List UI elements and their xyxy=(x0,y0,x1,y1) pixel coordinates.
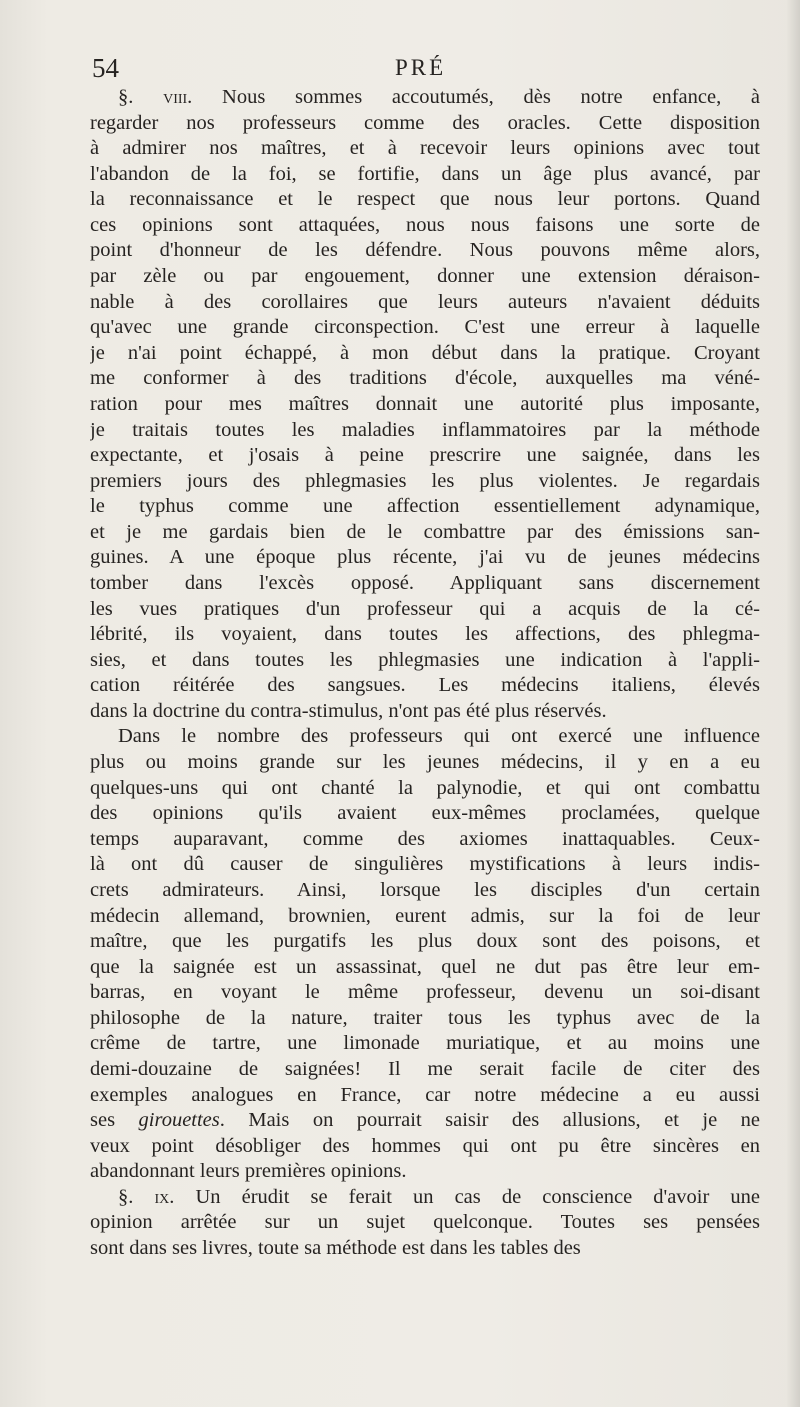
text-line: lébrité, ils voyaient, dans toutes les affections, des phlegma- xyxy=(90,623,760,646)
text-line: temps auparavant, comme des axiomes inattaquables. Ceux- xyxy=(90,827,760,850)
text-line: cation réitérée des sangsues. Les médecins italiens, élevés xyxy=(90,674,760,697)
text-line: sont dans ses livres, toute sa méthode est dans les tables des xyxy=(90,1237,581,1260)
text-line: je traitais toutes les maladies inflammatoires par la méthode xyxy=(90,418,760,441)
text-line: expectante, et j'osais à peine prescrire une saignée, dans les xyxy=(90,444,760,467)
text-line: les vues pratiques d'un professeur qui a acquis de la cé- xyxy=(90,597,760,620)
italic-word: girouettes xyxy=(138,1109,220,1132)
text-line: §. viii. Nous sommes accoutumés, dès notre enfance, à xyxy=(118,86,760,108)
text-line: abandonnant leurs premières opinions. xyxy=(90,1160,407,1183)
text-line: crets admirateurs. Ainsi, lorsque les disciples d'un certain xyxy=(90,878,760,901)
text-line: et je me gardais bien de le combattre par des émissions san- xyxy=(90,520,760,543)
section-number: viii. xyxy=(163,86,193,108)
text-line: le typhus comme une affection essentiellement adynamique, xyxy=(90,495,760,518)
text-line: crême de tartre, une limonade muriatique, et au moins une xyxy=(90,1032,760,1055)
text-line: à admirer nos maîtres, et à recevoir leurs opinions avec tout xyxy=(90,137,760,160)
text-line: §. ix. Un érudit se ferait un cas de conscience d'avoir une xyxy=(118,1185,760,1208)
text-line: médecin allemand, brownien, eurent admis, sur la foi de leur xyxy=(90,904,760,927)
text-line: me conformer à des traditions d'école, auxquelles ma véné- xyxy=(90,367,760,390)
text-line: tomber dans l'excès opposé. Appliquant sans discernement xyxy=(90,571,760,594)
text-line: qu'avec une grande circonspection. C'est une erreur à laquelle xyxy=(90,316,760,339)
text-line: maître, que les purgatifs les plus doux sont des poisons, et xyxy=(90,930,760,953)
text-line: nable à des corollaires que leurs auteurs n'avaient déduits xyxy=(90,290,760,313)
text-line: des opinions qu'ils avaient eux-mêmes proclamées, quelque xyxy=(90,802,760,825)
text-line: barras, en voyant le même professeur, devenu un soi-disant xyxy=(90,981,760,1004)
text-line: l'abandon de la foi, se fortifie, dans un âge plus avancé, par xyxy=(90,162,760,185)
text-line: point d'honneur de les défendre. Nous pouvons même alors, xyxy=(90,239,760,262)
text-line: je n'ai point échappé, à mon début dans la pratique. Croyant xyxy=(90,341,760,364)
page-number: 54 xyxy=(92,53,119,83)
text-line: par zèle ou par engouement, donner une extension déraison- xyxy=(90,265,760,288)
text-line: philosophe de la nature, traiter tous les typhus avec de la xyxy=(90,1006,760,1029)
body-text xyxy=(90,85,760,1262)
text-line: plus ou moins grande sur les jeunes médecins, il y en a eu xyxy=(90,751,760,774)
text-line: exemples analogues en France, car notre médecine a eu aussi xyxy=(90,1083,760,1106)
text-line: veux point désobliger des hommes qui ont pu être sincères en xyxy=(90,1134,760,1157)
text-line: quelques-uns qui ont chanté la palynodie, et qui ont combattu xyxy=(90,776,760,799)
text-line: dans la doctrine du contra-stimulus, n'ont pas été plus réservés. xyxy=(90,699,607,722)
page-edge-shadow xyxy=(786,0,800,1407)
text-line: la reconnaissance et le respect que nous leur portons. Quand xyxy=(90,188,760,211)
text-line: opinion arrêtée sur un sujet quelconque. Toutes ses pensées xyxy=(90,1211,760,1234)
text-line: ses girouettes. Mais on pourrait saisir des allusions, et je ne xyxy=(90,1109,760,1132)
text-line: guines. A une époque plus récente, j'ai vu de jeunes médecins xyxy=(90,546,760,569)
text-line: regarder nos professeurs comme des oracles. Cette disposition xyxy=(90,111,760,134)
text-line: Dans le nombre des professeurs qui ont exercé une influence xyxy=(118,725,760,748)
text-line: ration pour mes maîtres donnait une autorité plus imposante, xyxy=(90,392,760,415)
running-head: PRÉ xyxy=(395,55,447,80)
text-line: là ont dû causer de singulières mystifications à leurs indis- xyxy=(90,853,760,876)
section-number: ix. xyxy=(154,1185,175,1208)
page-header xyxy=(92,50,758,86)
text-line: sies, et dans toutes les phlegmasies une indication à l'appli- xyxy=(90,648,760,671)
text-line: ces opinions sont attaquées, nous nous faisons une sorte de xyxy=(90,213,760,236)
text-line: demi-douzaine de saignées! Il me serait facile de citer des xyxy=(90,1057,760,1080)
text-line: premiers jours des phlegmasies les plus violentes. Je regardais xyxy=(90,469,760,492)
text-line: que la saignée est un assassinat, quel ne dut pas être leur em- xyxy=(90,955,760,978)
